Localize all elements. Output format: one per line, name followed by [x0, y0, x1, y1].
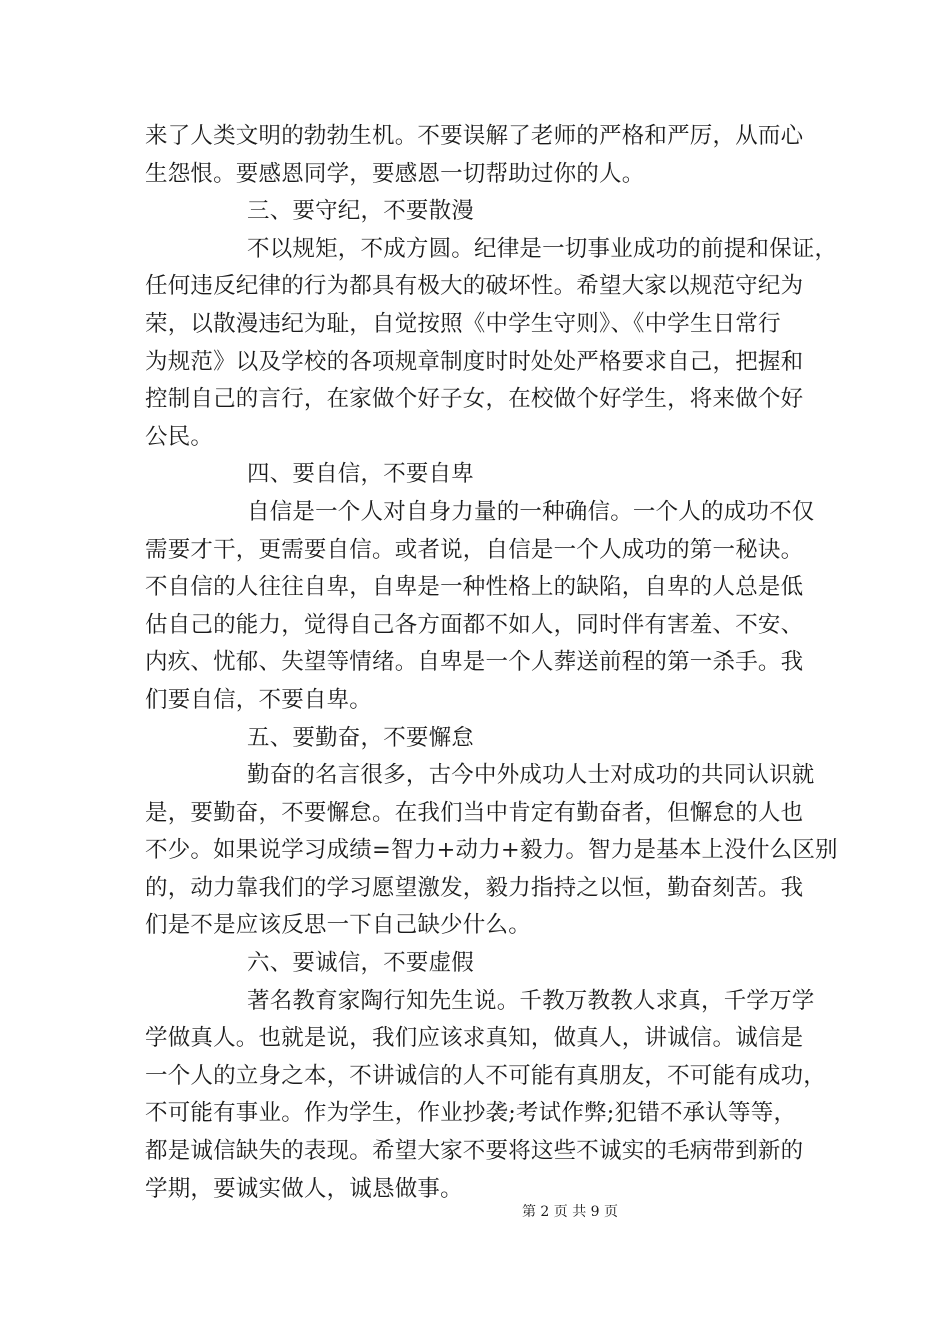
text-line: 控制自己的言行，在家做个好子女，在校做个好学生，将来做个好 — [145, 386, 804, 413]
section-heading: 四、要自信，不要自卑 — [247, 461, 475, 488]
section-heading: 三、要守纪，不要散漫 — [247, 198, 475, 225]
text-line: 著名教育家陶行知先生说。千教万教教人求真，千学万学 — [247, 987, 815, 1014]
text-line: 来了人类文明的勃勃生机。不要误解了老师的严格和严厉，从而心 — [145, 123, 804, 149]
text-line: 生怨恨。要感恩同学，要感恩一切帮助过你的人。 — [145, 160, 645, 187]
text-line: 都是诚信缺失的表现。希望大家不要将这些不诚实的毛病带到新的 — [145, 1138, 804, 1165]
text-line: 不自信的人往往自卑，自卑是一种性格上的缺陷，自卑的人总是低 — [145, 574, 804, 601]
text-line: 勤奋的名言很多，古今中外成功人士对成功的共同认识就 — [247, 762, 815, 789]
text-line: 的，动力靠我们的学习愿望激发，毅力指持之以恒，勤奋刻苦。我 — [145, 874, 804, 901]
text-line: 不可能有事业。作为学生，作业抄袭;考试作弊;犯错不承认等等， — [145, 1100, 797, 1127]
text-line: 内疚、忧郁、失望等情绪。自卑是一个人葬送前程的第一杀手。我 — [145, 649, 804, 676]
text-line: 需要才干，更需要自信。或者说，自信是一个人成功的第一秘诀。 — [145, 536, 804, 563]
text-line: 任何违反纪律的行为都具有极大的破坏性。希望大家以规范守纪为 — [145, 273, 804, 300]
text-line: 们是不是应该反思一下自己缺少什么。 — [145, 912, 531, 939]
text-line: 公民。 — [145, 423, 214, 450]
text-line: 估自己的能力，觉得自己各方面都不如人，同时伴有害羞、不安、 — [145, 611, 804, 638]
text-line: 为规范》以及学校的各项规章制度时时处处严格要求自己，把握和 — [145, 348, 804, 375]
text-line: 自信是一个人对自身力量的一种确信。一个人的成功不仅 — [247, 498, 815, 525]
text-line: 荣，以散漫违纪为耻，自觉按照《中学生守则》、《中学生日常行 — [145, 310, 781, 337]
text-line: 不少。如果说学习成绩=智力+动力+毅力。智力是基本上没什么区别 — [145, 837, 838, 864]
section-heading: 六、要诚信，不要虚假 — [247, 950, 475, 977]
section-heading: 五、要勤奋，不要懈怠 — [247, 724, 475, 751]
text-line: 学做真人。也就是说，我们应该求真知，做真人，讲诚信。诚信是 — [145, 1025, 804, 1052]
text-line: 们要自信，不要自卑。 — [145, 686, 373, 713]
document-body — [145, 118, 838, 1208]
text-line: 不以规矩，不成方圆。纪律是一切事业成功的前提和保证， — [247, 235, 838, 262]
text-line: 一个人的立身之本，不讲诚信的人不可能有真朋友，不可能有成功， — [145, 1062, 827, 1089]
page-footer: 第 2 页 共 9 页 — [521, 1204, 619, 1220]
text-line: 是，要勤奋，不要懈怠。在我们当中肯定有勤奋者，但懈怠的人也 — [145, 799, 804, 826]
text-line: 学期，要诚实做人，诚恳做事。 — [145, 1175, 463, 1202]
